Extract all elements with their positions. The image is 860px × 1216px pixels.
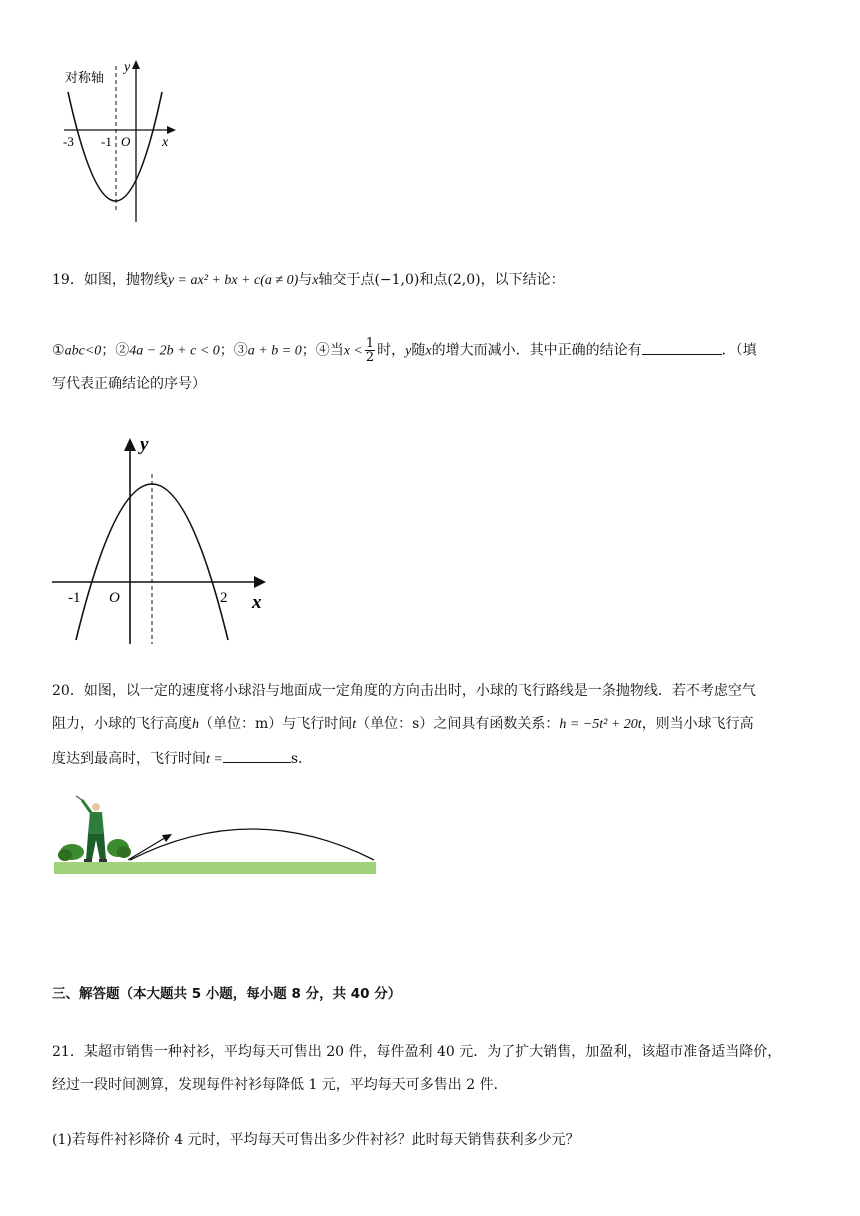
- q20-answer-blank[interactable]: [223, 748, 291, 763]
- q19-frac-num: 1: [365, 336, 375, 351]
- q20-formula: h = −5t² + 20t: [559, 717, 642, 732]
- fig1-origin: O: [121, 134, 131, 149]
- fig2-y-label: y: [140, 434, 149, 455]
- fig1-y-label: y: [124, 60, 131, 75]
- q20-l3-a: 度达到最高时，飞行时间: [52, 751, 206, 767]
- q19-c2-expr: 4a − 2b + c < 0: [129, 343, 220, 359]
- q19-c4-rest-b: 随: [411, 342, 426, 359]
- q21-part1: (1)若每件衬衫降价 4 元时，平均每天可售出多少件衬衫？此时每天销售获利多少元？: [52, 1132, 580, 1148]
- q19-c3-expr: a + b = 0: [247, 343, 302, 359]
- q21-line2: 经过一段时间测算，发现每件衬衫每降低 1 元，平均每天可多售出 2 件．: [52, 1077, 508, 1093]
- q19-c2-mark: ；②: [101, 342, 130, 359]
- fig1-x-label: x: [162, 135, 169, 150]
- q20-h-var: h: [192, 717, 199, 732]
- fig2-origin: O: [109, 590, 120, 606]
- q20-number: 20．: [52, 683, 84, 699]
- q20-l2-d: ，则当小球飞行高: [641, 716, 754, 732]
- fig2-tick-neg1: -1: [68, 590, 81, 606]
- ground-strip: [54, 862, 376, 874]
- bush-left-shade: [58, 849, 72, 861]
- fig1-tick-neg1: -1: [101, 134, 112, 149]
- fig2-x-arrow-icon: [254, 576, 266, 588]
- q19-c4-mark: ；④当: [301, 342, 344, 359]
- q20-line3: [52, 748, 312, 770]
- q19-c4-expr: x <: [343, 343, 363, 359]
- q19-x-var: x: [312, 273, 319, 288]
- q20-t-var: t: [352, 717, 357, 732]
- figure-1-parabola: [58, 56, 182, 228]
- q19-fraction: [365, 337, 375, 364]
- fig2-y-arrow-icon: [124, 438, 136, 451]
- fig1-tick-neg3: -3: [63, 134, 74, 149]
- q20-l3-t: t =: [206, 752, 223, 767]
- fig1-axis-label: 对称轴: [65, 70, 105, 85]
- q19-intro-b: 与: [298, 272, 313, 288]
- fig1-y-arrow-icon: [132, 60, 140, 69]
- q19-point1: (−1,0): [374, 272, 420, 288]
- fig2-tick-2: 2: [220, 590, 228, 606]
- figure-3-golfer-illustration: [54, 794, 378, 878]
- q19-intro-d: 和点: [419, 272, 448, 288]
- fig1-x-arrow-icon: [167, 126, 176, 134]
- q20-l3-b: s．: [290, 751, 313, 767]
- q19-intro-e: ，以下结论：: [480, 272, 565, 288]
- q19-c4-rest-a: 时，: [377, 342, 406, 359]
- q20-l2-c: （单位：s）之间具有函数关系：: [356, 716, 560, 732]
- q19-c4-y: y: [405, 343, 412, 359]
- q21-line1: 21．某超市销售一种衬衫，平均每天可售出 20 件，每件盈利 40 元．为了扩大销售，加盈利，该超市准备适当降价，: [52, 1044, 782, 1060]
- q20-line1: [52, 681, 756, 701]
- fig1-parabola-curve: [68, 92, 162, 201]
- q19-line3: 写代表正确结论的序号）: [52, 376, 206, 392]
- fig2-x-label: x: [252, 592, 262, 613]
- q19-intro-a: 如图，抛物线: [83, 272, 168, 288]
- q19-line1: [52, 270, 565, 291]
- q20-l2-a: 阻力，小球的飞行高度: [52, 716, 192, 732]
- q19-intro-c: 轴交于点: [318, 272, 375, 288]
- q20-l2-b: （单位：m）与飞行时间: [199, 716, 353, 732]
- q19-c3-mark: ；③: [219, 342, 248, 359]
- figure-2-parabola: [46, 434, 274, 648]
- q19-answer-blank[interactable]: [642, 340, 722, 355]
- q19-c1-mark: ①: [52, 342, 65, 359]
- q19-point2: (2,0): [447, 272, 481, 288]
- q19-c1-expr: abc<0: [64, 343, 102, 359]
- q19-equation: y = ax² + bx + c(a ≠ 0): [167, 273, 299, 288]
- section-3-title: 三、解答题（本大题共 5 小题，每小题 8 分，共 40 分）: [52, 986, 402, 1002]
- flight-path-curve: [130, 829, 374, 860]
- q19-number: 19．: [52, 272, 84, 288]
- q19-line2: [52, 337, 757, 364]
- bush-right-shade: [117, 846, 131, 858]
- q20-line1-text: 如图，以一定的速度将小球沿与地面成一定角度的方向击出时，小球的飞行路线是一条抛物线．若不考虑空气: [83, 683, 756, 699]
- q19-c4-tail: ．（填: [721, 342, 757, 359]
- q19-c4-x: x: [425, 343, 432, 359]
- q19-frac-den: 2: [365, 350, 375, 365]
- q20-line2: [52, 714, 754, 735]
- launch-arrow: [128, 836, 168, 860]
- q19-c4-rest-c: 的增大而减小．其中正确的结论有: [431, 342, 642, 359]
